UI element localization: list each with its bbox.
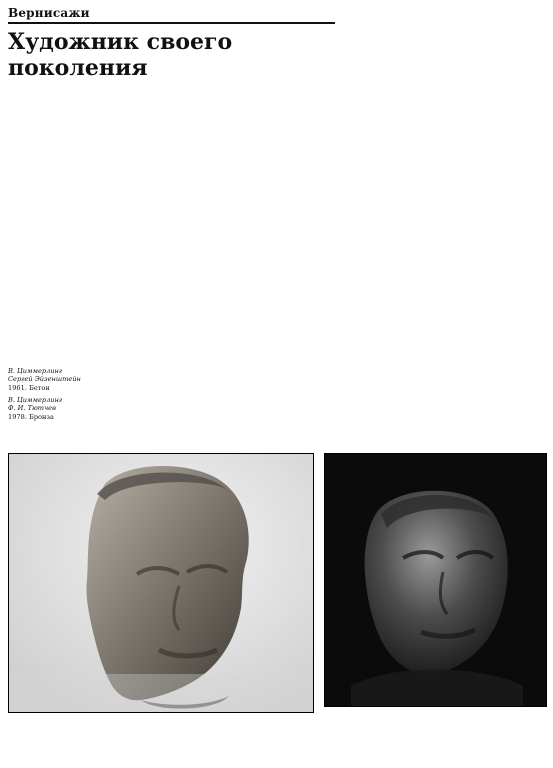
article-column-right	[347, 6, 547, 440]
header-rule	[8, 22, 335, 24]
photo-caption-2	[8, 396, 62, 421]
caption-year-material: 1961. Бетон	[8, 383, 50, 392]
sculpture-eisenstein-image	[9, 454, 313, 712]
sculpture-tyutchev-image	[325, 454, 546, 706]
sculpture-photo-eisenstein	[8, 453, 314, 713]
sculpture-photo-tyutchev	[324, 453, 547, 707]
article-column-left	[114, 174, 337, 410]
section-label: Вернисажи	[8, 6, 90, 20]
caption-year-material: 1978. Бронза	[8, 412, 54, 421]
caption-artist: В. Циммерлинг	[8, 396, 63, 404]
photo-caption-1	[8, 367, 81, 392]
caption-artist: В. Циммерлинг	[8, 367, 63, 375]
page-title: Художник своего поколения	[8, 29, 233, 81]
caption-work: Сергей Эйзенштейн	[8, 375, 81, 384]
caption-work: Ф. И. Тютчев	[8, 404, 56, 413]
